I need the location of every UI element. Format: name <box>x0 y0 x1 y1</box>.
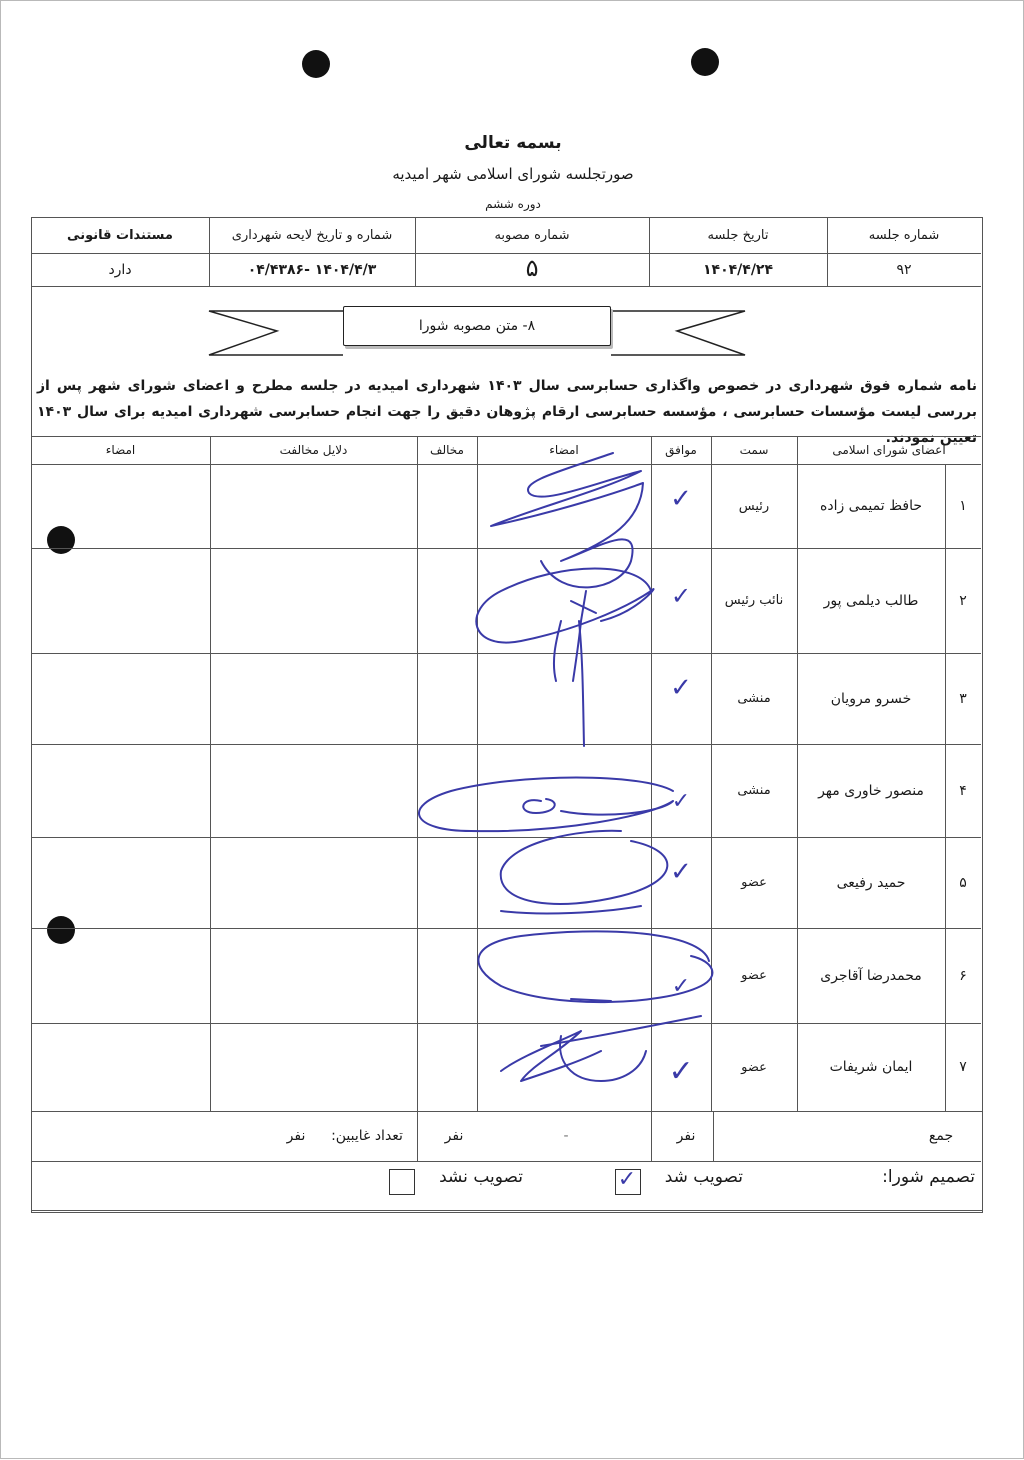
member-name: خسرو مرویان <box>830 690 912 707</box>
absent-unit: نفر <box>286 1128 306 1144</box>
header-resolution-number: شماره مصوبه <box>494 227 570 243</box>
member-name: طالب دیلمی پور <box>823 592 919 609</box>
agree-check-mark: ✓ <box>670 484 692 514</box>
header-legal-docs: مستندات قانونی <box>67 227 173 243</box>
header-members: اعضای شورای اسلامی <box>832 443 946 457</box>
header-signature-disagree: امضاء <box>105 443 136 457</box>
grid-line <box>713 1111 714 1161</box>
rejected-checkbox[interactable] <box>389 1169 415 1195</box>
header-agree: موافق <box>665 443 697 457</box>
grid-line <box>477 436 478 1111</box>
member-number: ۳ <box>959 690 967 707</box>
member-name: منصور خاوری مهر <box>818 782 924 799</box>
header-bill-number-date: شماره و تاریخ لایحه شهرداری <box>231 227 393 243</box>
value-session-number: ۹۲ <box>896 261 912 278</box>
header-reasons: دلایل مخالفت <box>279 443 348 457</box>
grid-line <box>210 436 211 1111</box>
approved-label: تصویب شد <box>664 1167 743 1187</box>
resolution-text: نامه شماره فوق شهرداری در خصوص واگذاری حسابرسی سال ۱۴۰۳ شهرداری امیدیه در جلسه مطرح و اعضای شورای شهر پس از بررسی لیست مؤسسات حسابرسی ، مؤسسه حسابرسی ارقام پژوهان دقیق را جهت انجام حسابرسی شهرداری امیدیه برای سال ۱۴۰۳ تعیین نمودند. <box>37 378 977 446</box>
approved-check-mark: ✓ <box>617 1166 637 1192</box>
punch-hole-top-right <box>691 48 719 76</box>
member-number: ۵ <box>959 874 967 891</box>
value-legal-docs: دارد <box>108 261 132 278</box>
total-label: جمع <box>928 1128 954 1144</box>
resolution-banner-title: ۸- متن مصوبه شورا <box>343 306 611 346</box>
doc-title: بسمه تعالی <box>464 133 562 153</box>
member-number: ۱ <box>959 498 967 514</box>
header-role: سمت <box>739 443 769 457</box>
member-number: ۶ <box>959 967 967 984</box>
member-name: حمید رفیعی <box>836 874 906 891</box>
header-session-number: شماره جلسه <box>868 227 940 243</box>
agree-check-mark: ✓ <box>670 581 692 610</box>
agree-check-mark: ✓ <box>671 973 691 999</box>
disagree-total-unit: نفر <box>444 1128 464 1144</box>
header-signature-agree: امضاء <box>549 443 579 457</box>
member-name: محمدرضا آقاجری <box>820 967 922 984</box>
grid-line <box>651 1111 652 1161</box>
member-role: منشی <box>737 783 771 798</box>
agree-check-mark: ✓ <box>670 857 692 887</box>
member-role: رئیس <box>738 498 770 514</box>
agree-check-mark: ✓ <box>670 673 692 703</box>
absent-label: تعداد غایبین: <box>331 1128 403 1144</box>
member-role: عضو <box>741 875 767 890</box>
decision-label: تصمیم شورا: <box>882 1167 975 1187</box>
doc-period: دوره ششم <box>485 197 541 211</box>
member-number: ۴ <box>959 782 967 799</box>
member-role: منشی <box>737 691 771 706</box>
member-name: حافظ تمیمی زاده <box>820 498 922 514</box>
punch-hole-top-left <box>302 50 330 78</box>
value-session-date: ۱۴۰۴/۴/۲۴ <box>702 261 774 278</box>
agree-total-unit: نفر <box>676 1128 696 1144</box>
header-session-date: تاریخ جلسه <box>707 227 769 243</box>
value-bill-number-date: ۱۴۰۴/۴/۳ -۰۴/۴۳۸۶ <box>247 261 377 278</box>
value-resolution-number: ۵ <box>525 253 539 282</box>
grid-line <box>417 436 418 1111</box>
grid-line <box>417 1111 418 1161</box>
grid-line <box>31 1161 981 1162</box>
header-disagree: مخالف <box>430 443 464 457</box>
member-number: ۷ <box>959 1059 967 1075</box>
member-role: نائب رئیس <box>724 593 784 608</box>
member-number: ۲ <box>959 592 967 609</box>
doc-subtitle: صورتجلسه شورای اسلامی شهر امیدیه <box>392 165 634 183</box>
agree-check-mark: ✓ <box>671 788 691 814</box>
agree-check-mark: ✓ <box>668 1053 694 1089</box>
dash-mark: - <box>563 1128 569 1144</box>
member-name: ایمان شریفات <box>829 1059 913 1075</box>
member-role: عضو <box>741 968 767 983</box>
rejected-label: تصویب نشد <box>439 1167 523 1187</box>
member-role: عضو <box>741 1059 767 1075</box>
grid-line <box>31 286 981 287</box>
